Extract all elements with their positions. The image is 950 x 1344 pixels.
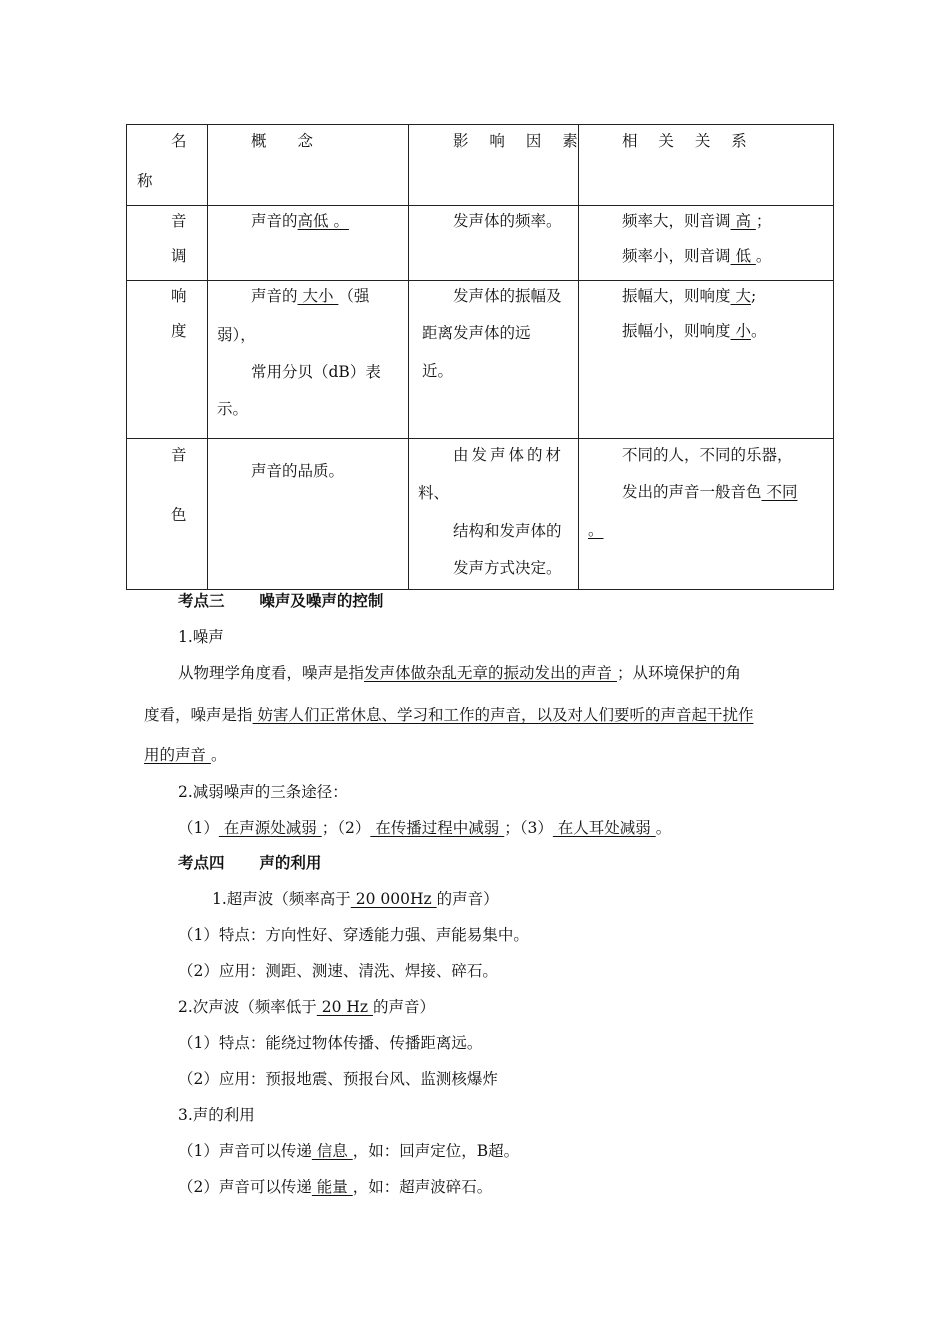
pitch-name-2: 调: [171, 247, 187, 265]
pitch-concept: 声音的高低 。: [251, 212, 349, 230]
timbre-concept: 声音的品质。: [251, 462, 345, 480]
noise-definition-line-2: 度看，噪声是指 妨害人们正常休息、学习和工作的声音，以及对人们要听的声音起干扰作: [144, 706, 754, 724]
timbre-relation-2: 发出的声音一般音色 不同: [622, 483, 798, 501]
section3-heading: 考点三 噪声及噪声的控制: [178, 592, 384, 610]
loudness-concept-4: 示。: [217, 400, 249, 418]
loudness-name-2: 度: [171, 322, 187, 340]
timbre-factor-1: 由发声体的材: [453, 446, 565, 464]
loudness-relation-2: 振幅小，则响度 小。: [622, 322, 767, 340]
table-row-loudness: [127, 281, 834, 439]
timbre-name-2: 色: [171, 506, 187, 524]
ultrasound-features: （1）特点：方向性好、穿透能力强、声能易集中。: [178, 926, 529, 944]
table-row-pitch: [127, 206, 834, 281]
loudness-factor-1: 发声体的振幅及: [453, 287, 562, 305]
infrasound-applications: （2）应用：预报地震、预报台风、监测核爆炸: [178, 1070, 498, 1088]
timbre-factor-4: 发声方式决定。: [453, 559, 562, 577]
loudness-name-1: 响: [171, 287, 187, 305]
sound-characteristics-table: [126, 124, 834, 590]
loudness-factor-2: 距离发声体的远: [422, 324, 531, 342]
timbre-factor-3: 结构和发声体的: [453, 522, 562, 540]
pitch-name-1: 音: [171, 212, 187, 230]
ultrasound-title: 1.超声波（频率高于 20 000Hz 的声音）: [212, 890, 499, 908]
ultrasound-applications: （2）应用：测距、测速、清洗、焊接、碎石。: [178, 962, 498, 980]
infrasound-title: 2.次声波（频率低于 20 Hz 的声音）: [178, 998, 435, 1016]
noise-definition-line-3: 用的声音 。: [144, 746, 227, 764]
sound-use-information: （1）声音可以传递 信息 ，如：回声定位，B超。: [178, 1142, 520, 1160]
header-concept: 概 念: [251, 132, 314, 150]
noise-reduction-ways: （1） 在声源处减弱 ；（2） 在传播过程中减弱 ；（3） 在人耳处减弱 。: [178, 819, 672, 837]
timbre-relation-1: 不同的人，不同的乐器，: [622, 446, 793, 464]
table-header-row: [127, 125, 834, 206]
noise-reduction-title: 2.减弱噪声的三条途径：: [178, 783, 348, 801]
sound-use-energy: （2）声音可以传递 能量 ，如：超声波碎石。: [178, 1178, 493, 1196]
header-factors: 影 响 因 素: [453, 132, 586, 150]
timbre-relation-3: 。: [588, 521, 604, 539]
header-name-bottom: 称: [137, 172, 153, 190]
loudness-concept-3: 常用分贝（dB）表: [251, 363, 381, 381]
infrasound-features: （1）特点：能绕过物体传播、传播距离远。: [178, 1034, 483, 1052]
pitch-factor: 发声体的频率。: [453, 212, 562, 230]
pitch-relation-1: 频率大，则音调 高 ；: [622, 212, 772, 230]
header-name-top: 名: [171, 132, 187, 150]
loudness-relation-1: 振幅大，则响度 大;: [622, 287, 757, 305]
pitch-relation-2: 频率小，则音调 低 。: [622, 247, 772, 265]
timbre-factor-2: 料、: [418, 484, 450, 502]
header-relation: 相 关 关 系: [622, 132, 755, 150]
loudness-concept-2: 弱），: [217, 326, 256, 344]
section4-heading: 考点四 声的利用: [178, 854, 322, 872]
pitch-concept-blank: 高低 。: [297, 212, 349, 230]
noise-definition-line-1: 从物理学角度看，噪声是指发声体做杂乱无章的振动发出的声音 ；从环境保护的角: [178, 664, 741, 682]
table-row-timbre: [127, 439, 834, 590]
sound-use-title: 3.声的利用: [178, 1106, 255, 1124]
loudness-concept-1: 声音的 大小 （强: [251, 287, 370, 305]
timbre-name-1: 音: [171, 446, 187, 464]
noise-item-title: 1.噪声: [178, 628, 224, 646]
loudness-factor-3: 近。: [422, 362, 454, 380]
